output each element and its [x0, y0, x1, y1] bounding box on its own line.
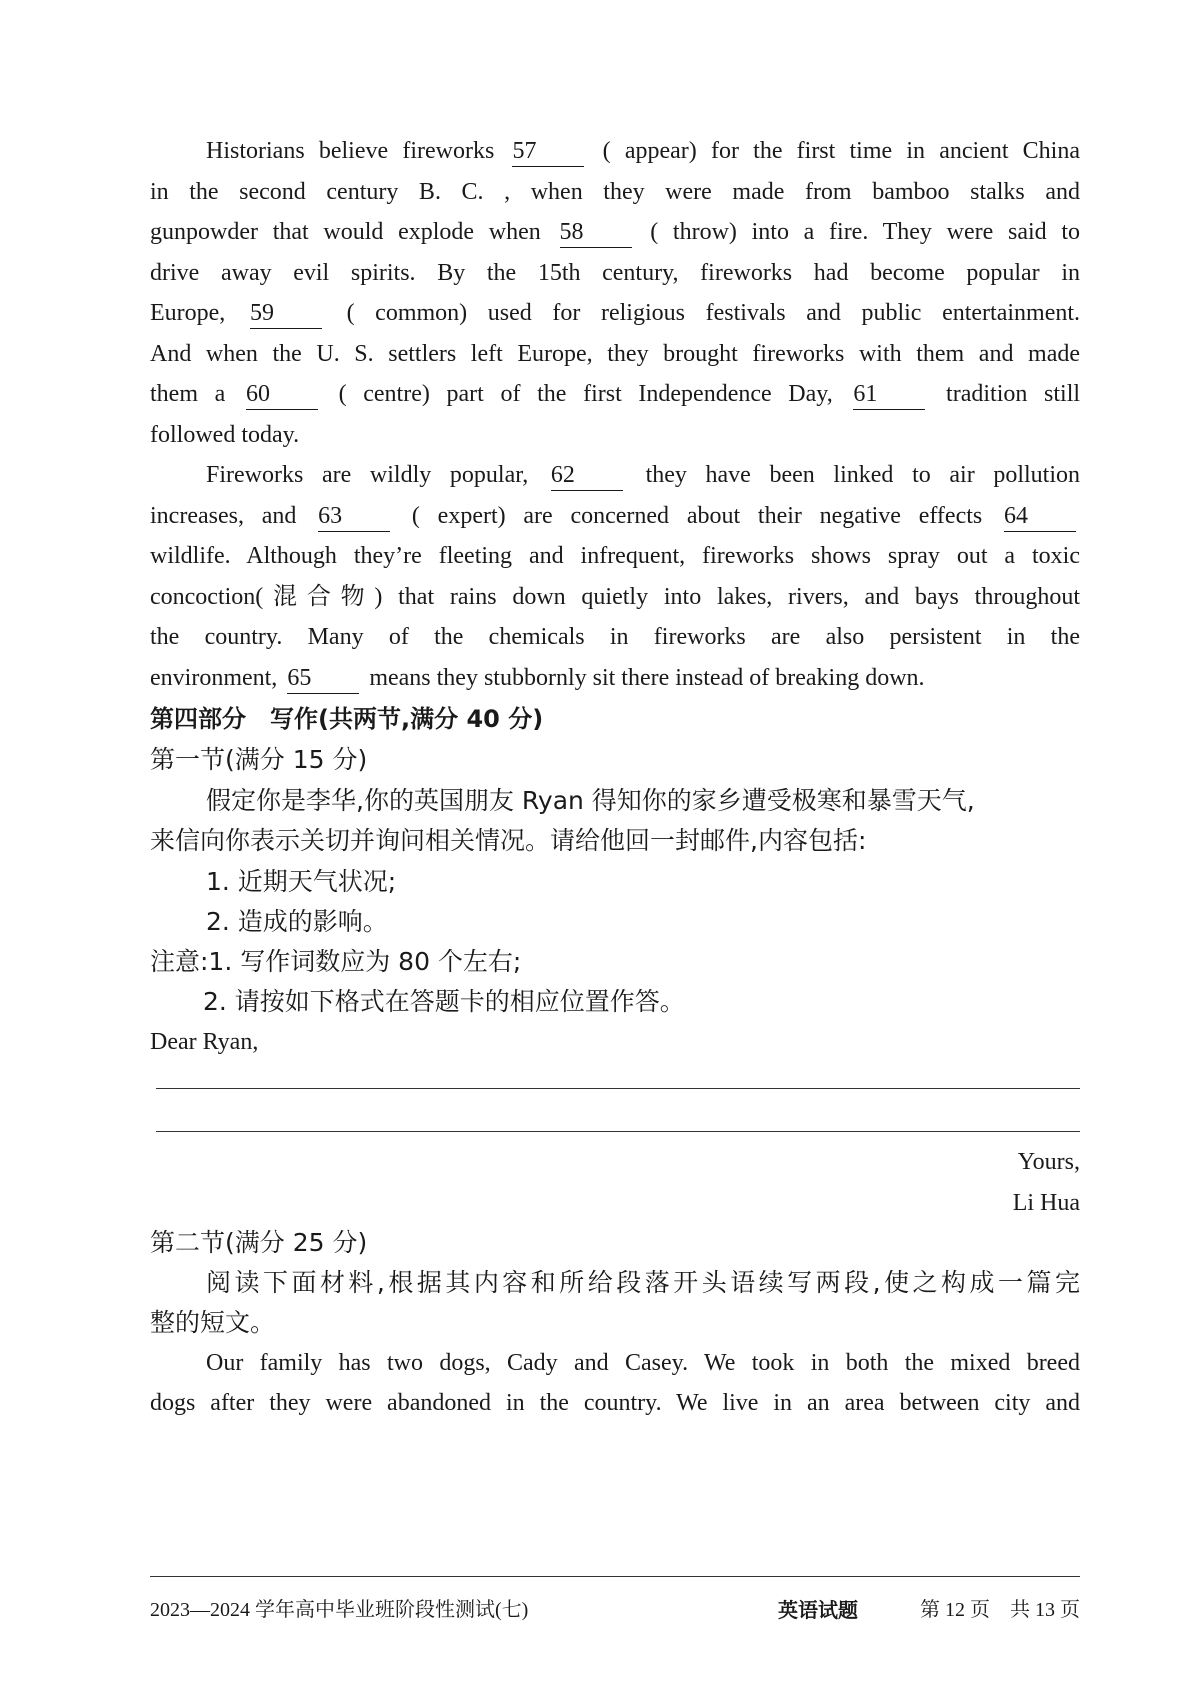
page-number: 第 12 页 共 13 页 [920, 1599, 1080, 1621]
text: means they stubbornly sit there instead of breaking down. [369, 665, 925, 691]
story-line: dogs after they were abandoned in the country. We live in an area between city and [150, 1390, 1080, 1416]
note: 2. 请按如下格式在答题卡的相应位置作答。 [203, 987, 685, 1016]
blank-59: 59 [250, 298, 322, 329]
text: ( centre) part of the first Independence Day, [338, 381, 833, 407]
text: they have been linked to air pollution [645, 462, 1081, 488]
part-heading: 第四部分 写作(共两节,满分 40 分) [150, 705, 544, 733]
blank-65: 65 [287, 663, 359, 694]
text: Fireworks are wildly popular, [206, 462, 529, 488]
section-2-title: 第二节(满分 25 分) [150, 1228, 368, 1257]
passage-line: the country. Many of the chemicals in fireworks are also persistent in the [150, 624, 1080, 650]
passage-line: wildlife. Although they’re fleeting and infrequent, fireworks shows spray out a toxic [150, 543, 1080, 569]
section-1-prompt: 来信向你表示关切并询问相关情况。请给他回一封邮件,内容包括: [150, 826, 867, 855]
text: ( expert) are concerned about their negative effects [411, 503, 983, 529]
answer-line [156, 1088, 1080, 1089]
text: ( throw) into a fire. They were said to [650, 219, 1081, 245]
section-2-prompt: 阅读下面材料,根据其内容和所给段落开头语续写两段,使之构成一篇完 [206, 1268, 1080, 1297]
blank-62: 62 [551, 460, 623, 491]
blank-61: 61 [853, 379, 925, 410]
passage-line [150, 656, 1080, 700]
passage-line: And when the U. S. settlers left Europe, they brought fireworks with them and made [150, 341, 1080, 367]
text: ( common) used for religious festivals and public entertainment. [346, 300, 1081, 326]
text: environment, [150, 665, 278, 691]
text: gunpowder that would explode when [150, 219, 541, 245]
section-2-prompt: 整的短文。 [150, 1308, 276, 1337]
subject-label: 英语试题 [778, 1598, 858, 1622]
text: ( appear) for the first time in ancient China [602, 138, 1081, 164]
text: tradition still [946, 381, 1081, 407]
footer-divider [150, 1576, 1080, 1577]
text: Historians believe fireworks [206, 138, 495, 164]
note: 注意:1. 写作词数应为 80 个左右; [150, 947, 522, 976]
blank-63: 63 [318, 501, 390, 532]
passage-line [150, 372, 1080, 416]
story-line: Our family has two dogs, Cady and Casey. We took in both the mixed breed [206, 1350, 1080, 1376]
exam-title: 2023—2024 学年高中毕业班阶段性测试(七) [150, 1599, 529, 1621]
text: increases, and [150, 503, 297, 529]
passage-line: in the second century B. C. , when they were made from bamboo stalks and [150, 179, 1080, 205]
passage-line [150, 291, 1080, 335]
passage-line: followed today. [150, 422, 300, 448]
passage-line [206, 453, 1080, 497]
blank-60: 60 [246, 379, 318, 410]
passage-line [206, 129, 1080, 173]
passage-line [150, 210, 1080, 254]
requirement-item: 1. 近期天气状况; [206, 867, 397, 896]
letter-closing: Yours, [1017, 1149, 1080, 1175]
text: them a [150, 381, 226, 407]
letter-greeting: Dear Ryan, [150, 1029, 259, 1055]
passage-line: drive away evil spirits. By the 15th century, fireworks had become popular in [150, 260, 1080, 286]
letter-signature: Li Hua [1012, 1190, 1080, 1216]
requirement-item: 2. 造成的影响。 [206, 907, 388, 936]
blank-58: 58 [560, 217, 632, 248]
text: Europe, [150, 300, 226, 326]
passage-line: concoction(混合物) that rains down quietly into lakes, rivers, and bays throughout [150, 584, 1080, 610]
section-1-prompt: 假定你是李华,你的英国朋友 Ryan 得知你的家乡遭受极寒和暴雪天气, [206, 786, 975, 815]
answer-line [156, 1131, 1080, 1132]
blank-57: 57 [512, 136, 584, 167]
blank-64: 64 [1004, 501, 1076, 532]
passage-line [150, 494, 1080, 538]
section-1-title: 第一节(满分 15 分) [150, 745, 368, 774]
